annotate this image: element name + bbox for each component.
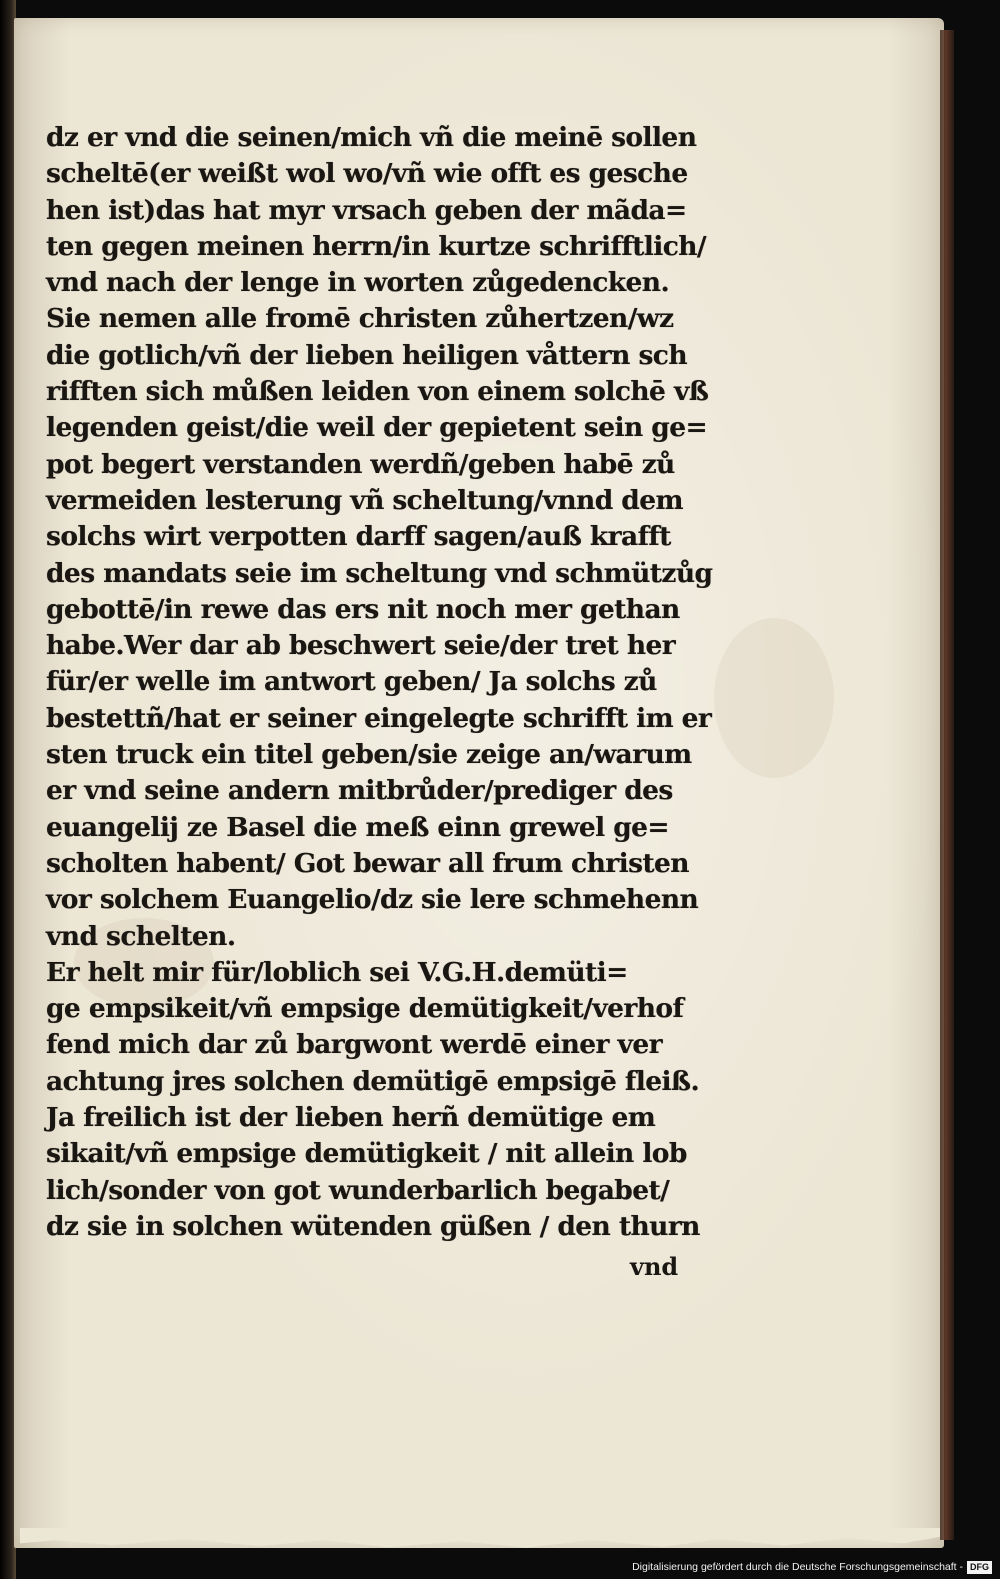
text-line: Er helt mir für/loblich sei V.G.H.demüti= [46,956,628,988]
text-line: achtung jres solchen demütigē empsigē fleiß. [46,1065,700,1097]
text-line: lich/sonder von got wunderbarlich begabet/ [46,1174,670,1206]
text-line: die gotlich/vñ der lieben heiligen våttern sch [46,339,687,371]
text-line: dz er vnd die seinen/mich vñ die meinē sollen [46,122,697,153]
text-line: hen ist)das hat myr vrsach geben der mãda= [46,194,687,226]
text-line: vnd nach der lenge in worten zůgedencken. [46,267,670,299]
text-line: euangelij ze Basel die meß einn grewel ge= [46,811,670,843]
text-line: er vnd seine andern mitbrůder/prediger des [46,775,673,807]
text-line: des mandats seie im scheltung vnd schmützůg [46,557,713,589]
text-line: dz sie in solchen wütenden güßen / den thurn [46,1210,700,1242]
text-line: Ja freilich ist der lieben herñ demütige em [46,1102,656,1134]
paper-stain [714,618,834,778]
credit-text: Digitalisierung gefördert durch die Deutsche Forschungsgemeinschaft - [632,1561,963,1573]
text-line: Sie nemen alle fromē christen zůhertzen/wz [46,303,674,335]
text-line: vnd schelten. [46,920,236,952]
text-line: ten gegen meinen herrn/in kurtze schrifftlich/ [46,230,706,262]
text-line: legenden geist/die weil der gepietent sein ge= [46,412,708,444]
text-line: vor solchem Euangelio/dz sie lere schmehenn [46,884,699,916]
dfg-logo: DFG [967,1561,992,1574]
text-line: für/er welle im antwort geben/ Ja solchs zů [46,666,657,698]
text-line: rifften sich můßen leiden von einem solchē vß [46,376,709,408]
text-line: pot begert verstanden werdñ/geben habē zů [46,448,675,480]
catchword: vnd [630,1252,679,1281]
text-line: sikait/vñ empsige demütigkeit / nit allein lob [46,1138,687,1170]
text-line: gebottē/in rewe das ers nit noch mer gethan [46,593,680,625]
text-line: vermeiden lesterung vñ scheltung/vnnd dem [46,484,683,516]
text-line: ge empsikeit/vñ empsige demütigkeit/verhof [46,993,684,1025]
text-line: scheltē(er weißt wol wo/vñ wie offt es gesche [46,158,688,190]
blackletter-text-block [46,120,713,1245]
text-line: scholten habent/ Got bewar all frum christen [46,847,689,879]
digitization-credit [632,1559,992,1575]
page-edge [940,30,954,1540]
text-line: fend mich dar zů bargwont werdē einer ver [46,1029,662,1061]
text-line: sten truck ein titel geben/sie zeige an/warum [46,739,692,771]
text-line: bestettñ/hat er seiner eingelegte schrifft im er [46,702,712,734]
text-line: habe.Wer dar ab beschwert seie/der tret her [46,630,676,662]
text-line: solchs wirt verpotten darff sagen/auß krafft [46,521,671,553]
